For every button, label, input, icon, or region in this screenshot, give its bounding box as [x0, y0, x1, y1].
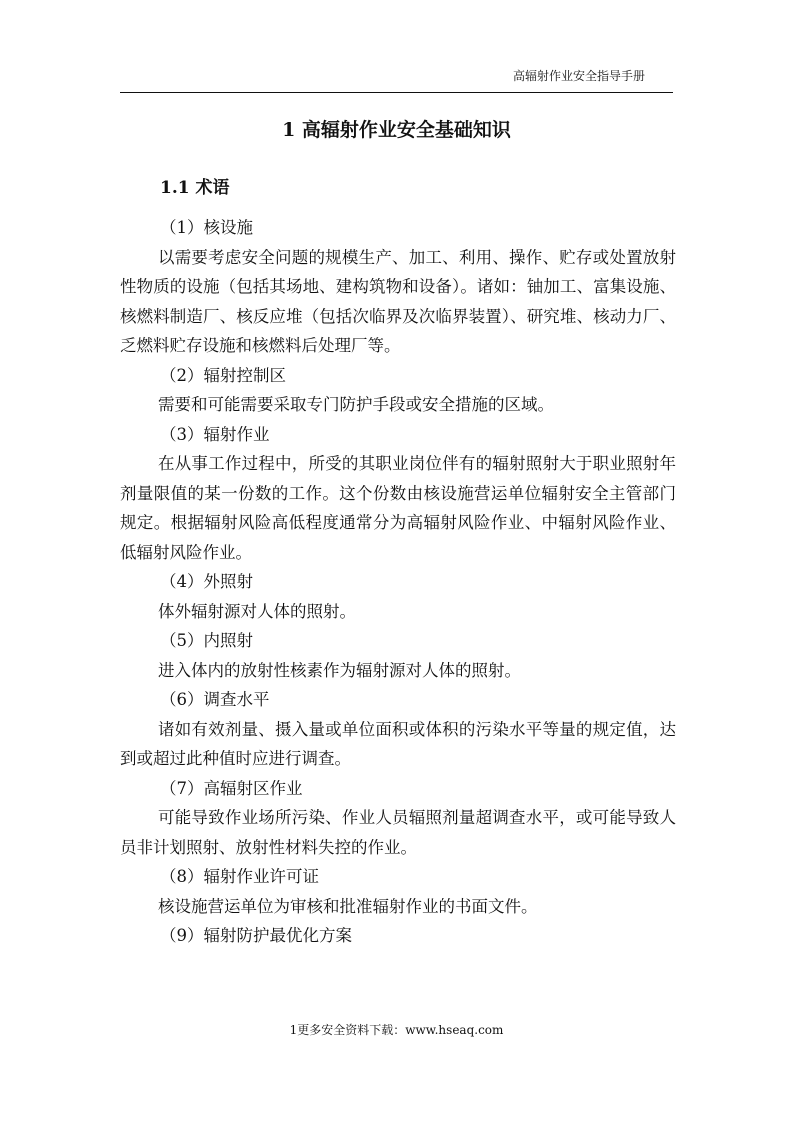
- term-label: （8）辐射作业许可证: [160, 867, 319, 886]
- term-definition: 体外辐射源对人体的照射。: [158, 601, 356, 621]
- running-header-title: 高辐射作业安全指导手册: [512, 69, 645, 83]
- term-definition: 需要和可能需要采取专门防护手段或安全措施的区域。: [158, 395, 554, 414]
- term-label: （5）内照射: [160, 631, 253, 650]
- term-definition: 以需要考虑安全问题的规模生产、加工、利用、操作、贮存或处置放射性物质的设施（包括其场地、建构筑物和设备）。诸如：铀加工、富集设施、核燃料制造厂、核反应堆（包括次临界及次临界装置）、研究堆、核动力厂、乏燃料贮存设施和核燃料后处理厂等。: [120, 247, 676, 355]
- term-definition: 诸如有效剂量、摄入量或单位面积或体积的污染水平等量的规定值，达到或超过此种值时应进行调查。: [120, 719, 676, 768]
- section-title: 1.1 术语: [160, 178, 230, 198]
- term-label: （1）核设施: [160, 218, 253, 237]
- term-label: （6）调查水平: [160, 690, 270, 709]
- term-definition: 可能导致作业场所污染、作业人员辐照剂量超调查水平，或可能导致人员非计划照射、放射性材料失控的作业。: [120, 808, 676, 857]
- term-label: （9）辐射防护最优化方案: [160, 926, 352, 945]
- term-list: [120, 213, 676, 951]
- term-label: （4）外照射: [160, 572, 253, 591]
- term-definition: 进入体内的放射性核素作为辐射源对人体的照射。: [158, 660, 521, 680]
- page-footer: 1更多安全资料下载：www.hseaq.com: [289, 1023, 504, 1037]
- term-definition: 核设施营运单位为审核和批准辐射作业的书面文件。: [158, 896, 538, 916]
- term-definition: 在从事工作过程中，所受的其职业岗位伴有的辐射照射大于职业照射年剂量限值的某一份数的工作。这个份数由核设施营运单位辐射安全主管部门规定。根据辐射风险高低程度通常分为高辐射风险作业、中辐射风险作业、低辐射风险作业。: [120, 454, 676, 562]
- term-label: （3）辐射作业: [160, 424, 270, 444]
- header-divider: [120, 92, 673, 93]
- chapter-title: 1 高辐射作业安全基础知识: [282, 119, 511, 141]
- term-label: （2）辐射控制区: [160, 365, 286, 385]
- term-label: （7）高辐射区作业: [160, 778, 303, 798]
